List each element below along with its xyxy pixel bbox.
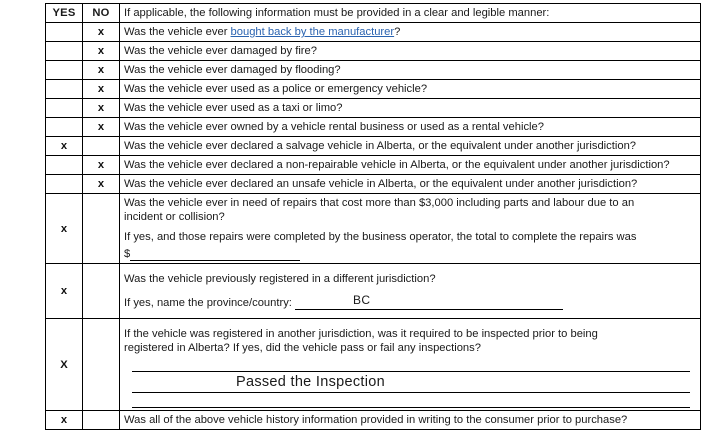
yes-mark[interactable]: x (46, 411, 83, 430)
question-text: Was the vehicle ever declared a non-repairable vehicle in Alberta, or the equivalent under another jurisdiction? (120, 156, 701, 175)
no-mark[interactable] (83, 319, 120, 411)
final-question-text: Was all of the above vehicle history information provided in writing to the consumer prior to purchase? (120, 411, 701, 430)
no-mark[interactable]: x (83, 61, 120, 80)
table-row (46, 23, 701, 42)
no-mark[interactable]: x (83, 175, 120, 194)
column-header-yes: YES (46, 4, 83, 23)
table-row (46, 99, 701, 118)
manufacturer-buyback-link[interactable]: bought back by the manufacturer (230, 26, 395, 38)
repairs-amount-field[interactable] (130, 249, 300, 261)
no-mark[interactable]: x (83, 118, 120, 137)
no-mark[interactable]: x (83, 23, 120, 42)
question-text: Was the vehicle ever used as a taxi or limo? (120, 99, 701, 118)
province-field[interactable] (295, 294, 563, 310)
table-row-jurisdiction (46, 264, 701, 319)
inspection-answer-value: Passed the Inspection (236, 374, 385, 390)
repairs-line-2: incident or collision? (124, 211, 225, 223)
table-row-inspection (46, 319, 701, 411)
yes-mark[interactable]: X (46, 319, 83, 411)
vehicle-history-form-table (45, 3, 701, 430)
table-row (46, 156, 701, 175)
no-mark[interactable]: x (83, 156, 120, 175)
inspection-line-1: If the vehicle was registered in another jurisdiction, was it required to be inspected prior to being (124, 328, 598, 340)
yes-mark[interactable]: x (46, 194, 83, 264)
table-row (46, 118, 701, 137)
inspection-question (120, 319, 701, 411)
question-text: Was the vehicle ever declared an unsafe vehicle in Alberta, or the equivalent under another jurisdiction? (120, 175, 701, 194)
question-text: Was the vehicle ever used as a police or emergency vehicle? (120, 80, 701, 99)
jurisdiction-line-2 (124, 294, 696, 310)
yes-mark[interactable] (46, 80, 83, 99)
no-mark[interactable]: x (83, 42, 120, 61)
yes-mark[interactable] (46, 118, 83, 137)
currency-symbol: $ (124, 248, 131, 260)
yes-mark[interactable]: x (46, 264, 83, 319)
no-mark[interactable]: x (83, 80, 120, 99)
question-text: Was the vehicle ever declared a salvage vehicle in Alberta, or the equivalent under another jurisdiction? (120, 137, 701, 156)
table-row (46, 80, 701, 99)
table-row-final (46, 411, 701, 430)
repairs-amount-row (124, 247, 696, 261)
question-text: Was the vehicle ever owned by a vehicle rental business or used as a rental vehicle? (120, 118, 701, 137)
table-row (46, 42, 701, 61)
no-mark[interactable] (83, 411, 120, 430)
yes-mark[interactable] (46, 23, 83, 42)
question-text-after: ? (394, 26, 401, 38)
inspection-answer-area[interactable] (124, 362, 696, 408)
inspection-rule-3 (132, 407, 690, 408)
jurisdiction-question (120, 264, 701, 319)
table-row (46, 175, 701, 194)
no-mark[interactable] (83, 137, 120, 156)
no-mark[interactable] (83, 194, 120, 264)
no-mark[interactable] (83, 264, 120, 319)
table-row (46, 61, 701, 80)
question-text: Was the vehicle ever damaged by flooding? (120, 61, 701, 80)
province-value: BC (353, 293, 371, 307)
yes-mark[interactable]: x (46, 137, 83, 156)
no-mark[interactable]: x (83, 99, 120, 118)
inspection-line-2: registered in Alberta? If yes, did the vehicle pass or fail any inspections? (124, 342, 481, 354)
yes-mark[interactable] (46, 42, 83, 61)
column-header-no: NO (83, 4, 120, 23)
column-header-intro: If applicable, the following information must be provided in a clear and legible manner: (120, 4, 701, 23)
question-text: Was the vehicle ever damaged by fire? (120, 42, 701, 61)
question-text (120, 23, 701, 42)
table-row (46, 137, 701, 156)
repairs-line-1: Was the vehicle ever in need of repairs that cost more than $3,000 including parts and labour due to an (124, 197, 635, 209)
yes-mark[interactable] (46, 175, 83, 194)
inspection-rule-2 (132, 392, 690, 393)
yes-mark[interactable] (46, 99, 83, 118)
province-label: If yes, name the province/country: (124, 297, 292, 309)
document-page (0, 3, 716, 443)
jurisdiction-line-1: Was the vehicle previously registered in a different jurisdiction? (124, 273, 436, 285)
yes-mark[interactable] (46, 156, 83, 175)
question-text-before: Was the vehicle ever (124, 26, 231, 38)
repairs-line-3: If yes, and those repairs were completed by the business operator, the total to complete the repairs was (124, 231, 637, 243)
table-header-row (46, 4, 701, 23)
inspection-rule-1 (132, 371, 690, 372)
repairs-question (120, 194, 701, 264)
table-row-repairs (46, 194, 701, 264)
yes-mark[interactable] (46, 61, 83, 80)
